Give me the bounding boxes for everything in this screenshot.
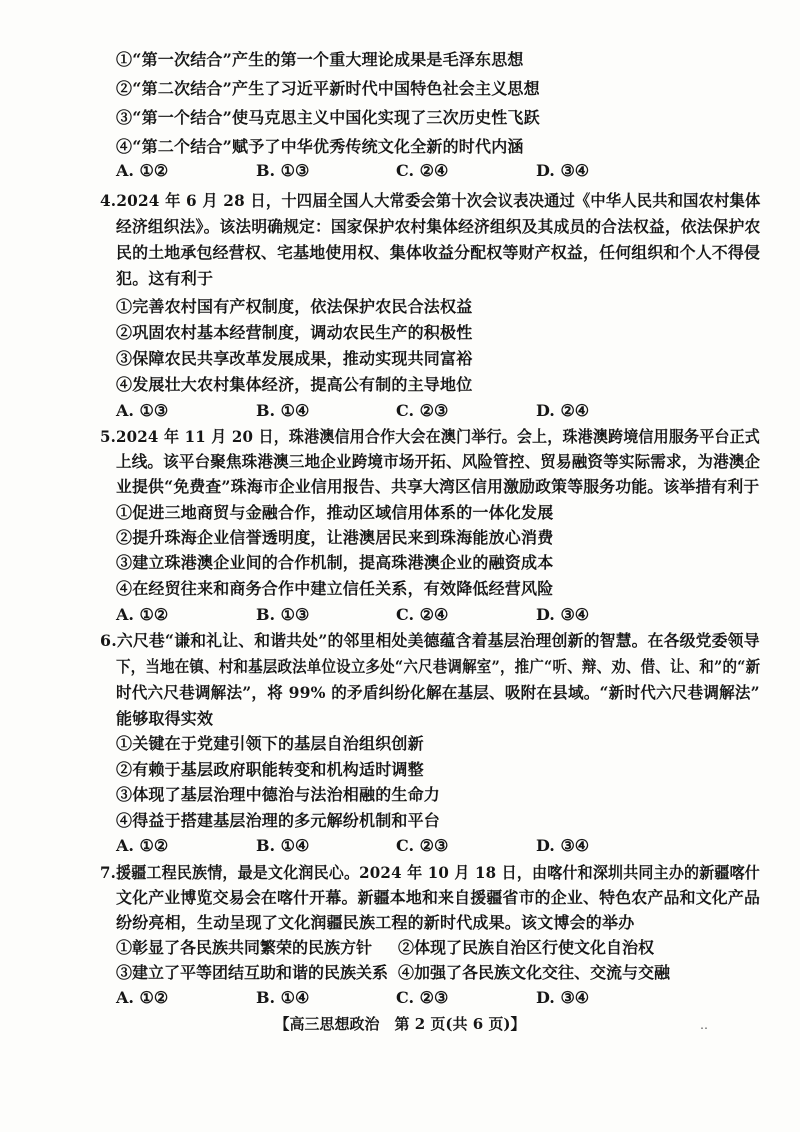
q4-option-d: D. ②④ [536, 401, 590, 420]
q3-item-1: ①“第一次结合”产生的第一个重大理论成果是毛泽东思想 [116, 50, 524, 69]
q5-item-3: ③建立珠港澳企业间的合作机制，提高珠港澳企业的融资成本 [116, 553, 554, 572]
q5-option-d: D. ③④ [536, 605, 590, 624]
q6-stem-2: 下，当地在镇、村和基层政法单位设立多处“六尺巷调解室”，推广“听、辩、劝、借、让、和”的“新 [116, 657, 761, 676]
q3-option-a: A. ①② [116, 161, 169, 180]
q4-stem-2: 经济组织法》。该法明确规定：国家保护农村集体经济组织及其成员的合法权益，依法保护农 [116, 217, 761, 236]
q7-items-row-2 [116, 962, 756, 984]
q7-option-b: B. ①④ [256, 988, 310, 1007]
q3-item-4: ④“第二个结合”赋予了中华优秀传统文化全新的时代内涵 [116, 137, 524, 156]
q3-options [116, 160, 736, 182]
q5-stem-3: 业提供“免费查”珠海市企业信用报告、共享大湾区信用激励政策等服务功能。该举措有利于 [116, 477, 760, 496]
q5-item-1: ①促进三地商贸与金融合作，推动区域信用体系的一体化发展 [116, 503, 554, 522]
q3-item-3: ③“第一个结合”使马克思主义中国化实现了三次历史性飞跃 [116, 108, 540, 127]
q3-option-d: D. ③④ [536, 161, 590, 180]
q6-option-c: C. ②③ [396, 836, 449, 855]
q6-option-d: D. ③④ [536, 836, 590, 855]
q4-item-3: ③保障农民共享改革发展成果，推动实现共同富裕 [116, 349, 473, 368]
q6-stem-4: 能够取得实效 [116, 709, 214, 728]
q5-option-a: A. ①② [116, 605, 169, 624]
q5-item-4: ④在经贸往来和商务合作中建立信任关系，有效降低经营风险 [116, 579, 554, 598]
q6-item-4: ④得益于搭建基层治理的多元解纷机制和平台 [116, 811, 441, 830]
q4-item-2: ②巩固农村基本经营制度，调动农民生产的积极性 [116, 323, 473, 342]
q7-option-a: A. ①② [116, 988, 169, 1007]
q6-item-3: ③体现了基层治理中德治与法治相融的生命力 [116, 785, 441, 804]
q3-option-b: B. ①③ [256, 161, 310, 180]
q7-item-3: ③建立了平等团结互助和谐的民族关系 [116, 963, 389, 982]
q4-item-1: ①完善农村国有产权制度，依法保护农民合法权益 [116, 297, 473, 316]
q7-option-d: D. ③④ [536, 988, 590, 1007]
q6-item-1: ①关键在于党建引领下的基层自治组织创新 [116, 734, 424, 753]
q7-items-row-1 [116, 937, 756, 959]
scan-mark: ‥ [699, 1018, 708, 1032]
q7-stem-2: 文化产业博览交易会在喀什开幕。新疆本地和来自援疆省市的企业、特色农产品和文化产品 [116, 888, 761, 907]
q7-stem-1: 7.援疆工程民族情，最是文化润民心。2024 年 10 月 18 日，由喀什和深圳共同主办的新疆喀什 [100, 863, 761, 882]
q6-stem-3: 时代六尺巷调解法”，将 99% 的矛盾纠纷化解在基层、吸附在县域。“新时代六尺巷调解法” [116, 683, 760, 702]
q4-option-c: C. ②③ [396, 401, 449, 420]
q5-item-2: ②提升珠海企业信誉透明度，让港澳居民来到珠海能放心消费 [116, 528, 554, 547]
q4-options [116, 400, 736, 422]
q4-item-4: ④发展壮大农村集体经济，提高公有制的主导地位 [116, 375, 473, 394]
q7-option-c: C. ②③ [396, 988, 449, 1007]
q5-stem-1: 5.2024 年 11 月 20 日，珠港澳信用合作大会在澳门举行。会上，珠港澳跨境信用服务平台正式 [100, 427, 761, 446]
q6-option-b: B. ①④ [256, 836, 310, 855]
q7-options [116, 987, 736, 1009]
q4-option-b: B. ①④ [256, 401, 310, 420]
q3-option-c: C. ②④ [396, 161, 449, 180]
q6-options [116, 835, 736, 857]
q7-item-4: ④加强了各民族文化交往、交流与交融 [398, 963, 671, 982]
q5-options [116, 604, 736, 626]
q4-stem-1: 4.2024 年 6 月 28 日，十四届全国人大常委会第十次会议表决通过《中华人民共和国农村集体 [100, 191, 761, 210]
q3-item-2: ②“第二次结合”产生了习近平新时代中国特色社会主义思想 [116, 79, 540, 98]
q5-option-c: C. ②④ [396, 605, 449, 624]
q7-item-2: ②体现了民族自治区行使文化自治权 [398, 938, 655, 957]
q4-option-a: A. ①③ [116, 401, 169, 420]
q7-stem-3: 纷纷亮相，生动呈现了文化润疆民族工程的新时代成果。该文博会的举办 [116, 913, 635, 932]
q4-stem-4: 犯。这有利于 [116, 269, 214, 288]
q6-stem-1: 6.六尺巷“谦和礼让、和谐共处”的邻里相处美德蕴含着基层治理创新的智慧。在各级党委领导 [100, 631, 760, 650]
q7-item-1: ①彰显了各民族共同繁荣的民族方针 [116, 938, 373, 957]
q5-stem-2: 上线。该平台聚焦珠港澳三地企业跨境市场开拓、风险管控、贸易融资等实际需求，为港澳企 [116, 452, 761, 471]
q6-item-2: ②有赖于基层政府职能转变和机构适时调整 [116, 760, 424, 779]
q4-stem-3: 民的土地承包经营权、宅基地使用权、集体收益分配权等财产权益，任何组织和个人不得侵 [116, 243, 761, 262]
q6-option-a: A. ①② [116, 836, 169, 855]
page-footer: 【高三思想政治 第 2 页(共 6 页)】 [274, 1015, 526, 1033]
q5-option-b: B. ①③ [256, 605, 310, 624]
